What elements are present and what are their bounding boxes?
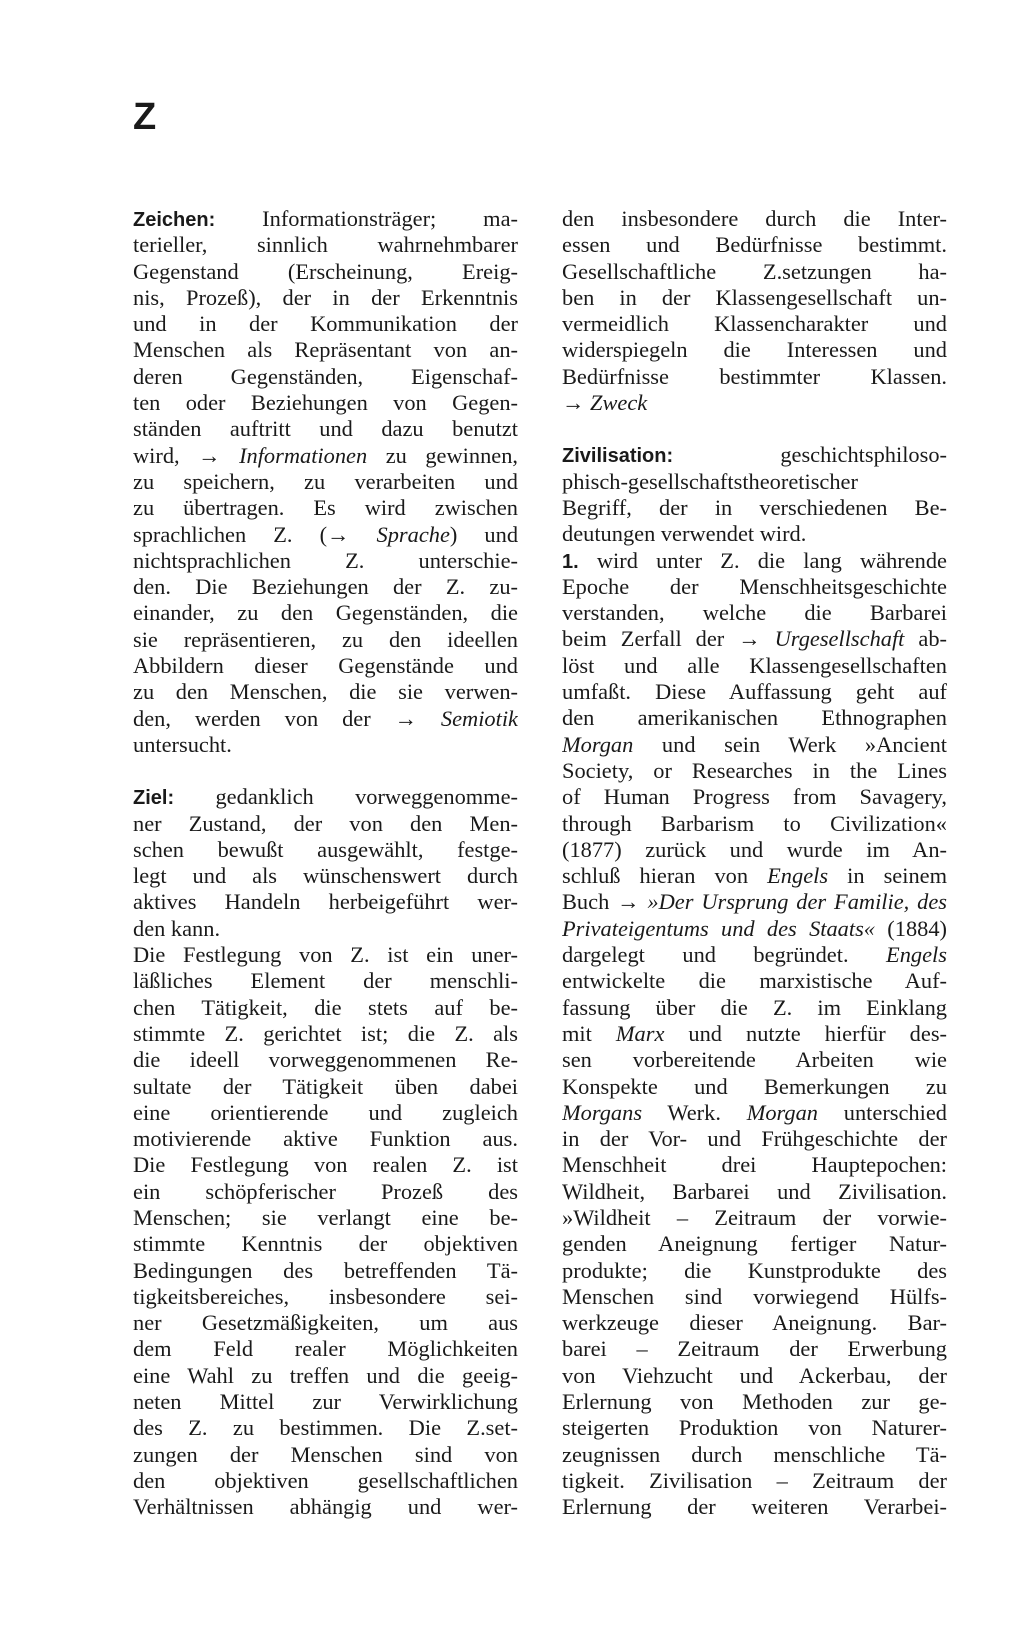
text-line <box>562 1179 947 1205</box>
text-line <box>562 259 947 285</box>
section-letter: Z <box>133 96 157 138</box>
text-line <box>133 206 518 232</box>
text-line <box>562 1258 947 1284</box>
text-segment: ab- <box>904 626 947 652</box>
text-segment: wird unter Z. die lang währende <box>578 547 947 573</box>
text-line <box>133 1021 518 1047</box>
text-segment: ben in der Klassengesellschaft un- <box>562 284 947 310</box>
text-line <box>133 968 518 994</box>
text-line <box>133 1363 518 1389</box>
text-line <box>562 469 947 495</box>
text-segment: fassung über die Z. im Einklang <box>562 994 947 1020</box>
text-segment: nichtsprachlichen Z. unterschie- <box>133 547 518 573</box>
text-line <box>133 706 518 732</box>
text-segment: eine Wahl zu treffen und die geeig- <box>133 1362 518 1388</box>
text-segment: und sein Werk »Ancient <box>633 731 947 757</box>
text-segment: den. Die Beziehungen der Z. zu- <box>133 574 518 600</box>
text-segment: umfaßt. Diese Auffassung geht auf <box>562 679 947 705</box>
text-segment: motivierende aktive Funktion aus. <box>133 1126 518 1152</box>
text-segment: schen bewußt ausgewählt, festge- <box>133 836 518 862</box>
text-segment: barei – Zeitraum der Erwerbung <box>562 1336 947 1362</box>
text-segment: widerspiegeln die Interessen und <box>562 337 947 363</box>
text-line <box>562 1074 947 1100</box>
text-line <box>562 285 947 311</box>
text-segment: through Barbarism to Civilization« <box>562 810 947 836</box>
text-segment: ) und <box>449 521 518 547</box>
text-segment: des Z. zu bestimmen. Die Z.set- <box>133 1415 518 1441</box>
text-segment: Gegenstand (Erscheinung, Ereig- <box>133 258 518 284</box>
text-segment: Werk. <box>642 1099 747 1125</box>
text-line <box>562 574 947 600</box>
text-segment: entwickelte die marxistische Auf- <box>562 968 947 994</box>
text-line <box>133 390 518 416</box>
text-line <box>562 758 947 784</box>
text-line <box>133 1100 518 1126</box>
text-segment: terieller, sinnlich wahrnehmbarer <box>133 232 518 258</box>
text-line <box>562 1021 947 1047</box>
text-line <box>133 1258 518 1284</box>
text-line <box>133 311 518 337</box>
text-line <box>562 942 947 968</box>
text-line <box>562 1415 947 1441</box>
text-segment: zu speichern, zu verarbeiten und <box>133 468 518 494</box>
text-segment: stimmte Z. gerichtet ist; die Z. als <box>133 1020 518 1046</box>
text-line <box>562 442 947 468</box>
text-segment: zu gewinnen, <box>367 442 518 468</box>
text-line <box>562 784 947 810</box>
text-segment: den, werden von der → <box>133 705 441 731</box>
text-line <box>562 206 947 232</box>
text-segment: schluß hieran von <box>562 863 768 889</box>
text-segment: werkzeuge dieser Aneignung. Bar- <box>562 1310 947 1336</box>
cross-reference: Engels <box>886 942 947 968</box>
text-segment: zu den Menschen, die sie verwen- <box>133 679 518 705</box>
text-segment: sen vorbereitende Arbeiten wie <box>562 1047 947 1073</box>
text-line <box>133 1442 518 1468</box>
text-segment: verstanden, welche die Barbarei <box>562 600 947 626</box>
text-line <box>133 889 518 915</box>
text-line <box>562 863 947 889</box>
text-segment: den kann. <box>133 915 221 941</box>
text-line <box>133 1179 518 1205</box>
text-line <box>133 1152 518 1178</box>
cross-reference: Marx <box>615 1020 665 1046</box>
text-line <box>562 1126 947 1152</box>
text-line <box>133 1389 518 1415</box>
text-line <box>133 863 518 889</box>
text-segment: tigkeitsbereiches, insbesondere sei- <box>133 1283 518 1309</box>
text-line <box>133 285 518 311</box>
text-segment: → <box>562 390 590 416</box>
text-segment: Erlernung von Methoden zur ge- <box>562 1389 947 1415</box>
text-segment: Die Festlegung von Z. ist ein uner- <box>133 942 518 968</box>
text-line <box>562 390 947 416</box>
text-line <box>133 574 518 600</box>
paragraph-gap <box>133 758 518 784</box>
text-segment: dargelegt und begründet. <box>562 942 887 968</box>
left-column <box>133 206 518 1521</box>
cross-reference: Morgan <box>746 1099 819 1125</box>
text-line <box>133 784 518 810</box>
text-line <box>133 653 518 679</box>
text-segment: phisch-gesellschaftstheoretischer <box>562 468 858 494</box>
enumeration-number: 1. <box>562 550 579 573</box>
cross-reference: Privateigentums und des Staats« <box>562 915 876 941</box>
text-segment: aktives Handeln herbeigeführt wer- <box>133 889 518 915</box>
text-line <box>562 653 947 679</box>
text-segment: »Wildheit – Zeitraum der vorwie- <box>562 1204 947 1230</box>
text-segment: deutungen verwendet wird. <box>562 521 807 547</box>
entry-headword: Zivilisation: <box>562 445 674 468</box>
text-segment: Menschen sind vorwiegend Hülfs- <box>562 1283 947 1309</box>
text-segment: läßliches Element der menschli- <box>133 968 518 994</box>
text-segment: eine orientierende und zugleich <box>133 1099 518 1125</box>
text-segment: steigerten Produktion von Naturer- <box>562 1415 947 1441</box>
paragraph-gap <box>562 416 947 442</box>
text-line <box>133 495 518 521</box>
text-segment: zeugnissen durch menschliche Tä- <box>562 1441 947 1467</box>
text-segment: wird, → <box>133 442 240 468</box>
text-segment: Gesellschaftliche Z.setzungen ha- <box>562 258 947 284</box>
text-line <box>133 1494 518 1520</box>
text-segment: Begriff, der in verschiedenen Be- <box>562 494 947 520</box>
text-segment: stimmte Kenntnis der objektiven <box>133 1231 518 1257</box>
cross-reference: Engels <box>767 863 829 889</box>
text-line <box>133 995 518 1021</box>
text-line <box>562 1047 947 1073</box>
text-segment: legt und als wünschenswert durch <box>133 863 518 889</box>
text-segment: Informationsträger; ma- <box>215 206 518 231</box>
text-line <box>133 1126 518 1152</box>
text-segment: produkte; die Kunstprodukte des <box>562 1257 947 1283</box>
cross-reference: Sprache <box>376 521 450 547</box>
text-line <box>562 521 947 547</box>
text-line <box>562 705 947 731</box>
text-segment: unterschied <box>818 1099 947 1125</box>
cross-reference: Urgesellschaft <box>774 626 905 652</box>
entry-headword: Zeichen: <box>133 209 216 231</box>
text-segment: geschichtsphiloso- <box>673 442 947 468</box>
entry-headword: Ziel: <box>133 787 175 810</box>
text-segment: ein schöpferischer Prozeß des <box>133 1178 518 1204</box>
text-segment: Menschen als Repräsentant von an- <box>133 337 518 363</box>
text-segment: den amerikanischen Ethnographen <box>562 705 947 731</box>
text-line <box>133 443 518 469</box>
text-line <box>562 732 947 758</box>
text-segment: Konspekte und Bemerkungen zu <box>562 1073 947 1099</box>
text-line <box>133 942 518 968</box>
text-line <box>562 1336 947 1362</box>
text-line <box>133 469 518 495</box>
text-line <box>133 1310 518 1336</box>
text-segment: Abbildern dieser Gegenstände und <box>133 653 518 679</box>
text-segment: zungen der Menschen sind von <box>133 1441 518 1467</box>
text-line <box>133 416 518 442</box>
cross-reference: Morgans <box>562 1099 643 1125</box>
text-segment: einander, zu den Gegenständen, die <box>133 600 518 626</box>
text-segment: sie repräsentieren, zu den ideellen <box>133 626 518 652</box>
text-line <box>562 811 947 837</box>
text-line <box>562 1231 947 1257</box>
text-segment: in der Vor- und Frühgeschichte der <box>562 1126 947 1152</box>
text-line <box>133 1074 518 1100</box>
text-line <box>133 1047 518 1073</box>
text-segment: gedanklich vorweggenomme- <box>174 784 518 810</box>
text-line <box>133 679 518 705</box>
text-line <box>133 1231 518 1257</box>
text-line <box>133 522 518 548</box>
text-segment: tigkeit. Zivilisation – Zeitraum der <box>562 1467 947 1493</box>
text-segment: mit <box>562 1020 616 1046</box>
text-segment: ten oder Beziehungen von Gegen- <box>133 390 518 416</box>
text-segment: essen und Bedürfnisse bestimmt. <box>562 232 947 258</box>
text-line <box>133 600 518 626</box>
text-line <box>562 311 947 337</box>
text-segment: zu übertragen. Es wird zwischen <box>133 495 518 521</box>
text-line <box>133 259 518 285</box>
text-line <box>562 364 947 390</box>
cross-reference: »Der Ursprung der Familie, des <box>647 889 947 915</box>
text-line <box>133 1205 518 1231</box>
text-segment: Bedürfnisse bestimmter Klassen. <box>562 363 947 389</box>
text-line <box>133 732 518 758</box>
text-line <box>133 1284 518 1310</box>
text-line <box>562 337 947 363</box>
cross-reference: Semiotik <box>440 705 518 731</box>
text-line <box>562 995 947 1021</box>
text-line <box>133 232 518 258</box>
text-line <box>562 916 947 942</box>
text-line <box>562 1100 947 1126</box>
text-line <box>133 627 518 653</box>
text-segment: Bedingungen des betreffenden Tä- <box>133 1257 518 1283</box>
text-segment: den insbesondere durch die Inter- <box>562 206 947 231</box>
text-segment: Menschheit drei Hauptepochen: <box>562 1152 947 1178</box>
text-line <box>133 1415 518 1441</box>
text-segment: chen Tätigkeit, die stets auf be- <box>133 994 518 1020</box>
text-line <box>562 889 947 915</box>
text-segment: deren Gegenständen, Eigenschaf- <box>133 363 518 389</box>
text-line <box>562 968 947 994</box>
text-segment: löst und alle Klassengesellschaften <box>562 652 947 678</box>
text-segment: sultate der Tätigkeit üben dabei <box>133 1073 518 1099</box>
text-line <box>562 679 947 705</box>
text-segment: Wildheit, Barbarei und Zivilisation. <box>562 1178 947 1204</box>
text-line <box>133 916 518 942</box>
text-line <box>562 1442 947 1468</box>
text-line <box>133 548 518 574</box>
text-segment: sprachlichen Z. (→ <box>133 521 377 547</box>
cross-reference: Zweck <box>590 390 648 416</box>
text-segment: untersucht. <box>133 731 232 757</box>
text-segment: von Viehzucht und Ackerbau, der <box>562 1362 947 1388</box>
text-segment: beim Zerfall der → <box>562 626 775 652</box>
text-line <box>562 495 947 521</box>
text-line <box>562 626 947 652</box>
text-segment: Menschen; sie verlangt eine be- <box>133 1204 518 1230</box>
text-segment: Buch → <box>562 889 648 915</box>
text-line <box>562 1310 947 1336</box>
text-line <box>133 811 518 837</box>
cross-reference: Informationen <box>239 442 368 468</box>
text-segment: of Human Progress from Savagery, <box>562 784 947 810</box>
text-segment: Verhältnissen abhängig und wer- <box>133 1494 518 1520</box>
text-segment: neten Mittel zur Verwirklichung <box>133 1389 518 1415</box>
text-line <box>133 364 518 390</box>
text-line <box>562 232 947 258</box>
text-line <box>562 1468 947 1494</box>
text-line <box>133 1468 518 1494</box>
text-line <box>562 1363 947 1389</box>
cross-reference: Morgan <box>562 731 634 757</box>
text-segment: (1884) <box>875 915 947 941</box>
text-line <box>562 1389 947 1415</box>
text-segment: in seinem <box>828 863 947 889</box>
text-line <box>562 1205 947 1231</box>
text-segment: Society, or Researches in the Lines <box>562 757 947 783</box>
text-segment: ner Gesetzmäßigkeiten, um aus <box>133 1310 518 1336</box>
text-line <box>562 548 947 574</box>
right-column <box>562 206 947 1521</box>
text-line <box>133 1336 518 1362</box>
text-segment: ner Zustand, der von den Men- <box>133 810 518 836</box>
text-segment: dem Feld realer Möglichkeiten <box>133 1336 518 1362</box>
text-line <box>562 837 947 863</box>
text-segment: Erlernung der weiteren Verarbei- <box>562 1494 947 1520</box>
text-line <box>133 837 518 863</box>
text-segment: Die Festlegung von realen Z. ist <box>133 1152 518 1178</box>
text-segment: und in der Kommunikation der <box>133 311 518 337</box>
text-line <box>133 337 518 363</box>
text-segment: und nutzte hierfür des- <box>664 1020 947 1046</box>
text-line <box>562 1284 947 1310</box>
text-segment: vermeidlich Klassencharakter und <box>562 311 947 337</box>
text-segment: den objektiven gesellschaftlichen <box>133 1467 518 1493</box>
text-segment: (1877) zurück und wurde im An- <box>562 836 947 862</box>
text-segment: ständen auftritt und dazu benutzt <box>133 416 518 442</box>
text-segment: die ideell vorweggenommenen Re- <box>133 1047 518 1073</box>
text-segment: Epoche der Menschheitsgeschichte <box>562 573 947 599</box>
text-segment: nis, Prozeß), der in der Erkenntnis <box>133 284 518 310</box>
text-line <box>562 600 947 626</box>
text-line <box>562 1152 947 1178</box>
text-line <box>562 1494 947 1520</box>
text-segment: genden Aneignung fertiger Natur- <box>562 1231 947 1257</box>
